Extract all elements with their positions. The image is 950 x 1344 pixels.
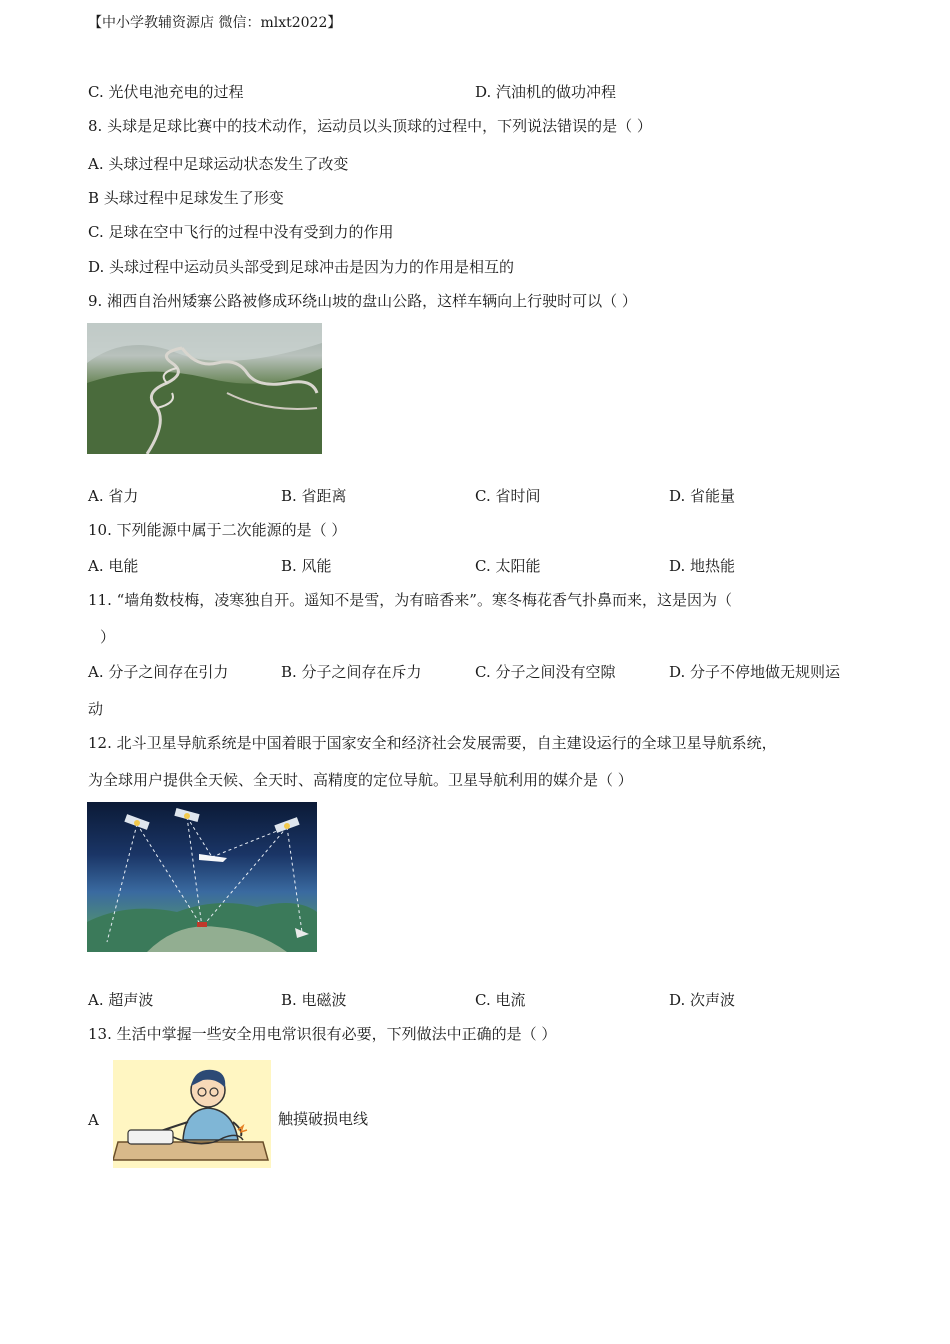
q8-option-d: D. 头球过程中运动员头部受到足球冲击是因为力的作用是相互的 <box>88 258 515 276</box>
q10-option-a: A. 电能 <box>88 557 139 575</box>
q12-option-a: A. 超声波 <box>88 991 154 1009</box>
touching-damaged-wire-cartoon <box>113 1060 271 1168</box>
q10-option-d: D. 地热能 <box>669 557 736 575</box>
watermark-header: 【中小学教辅资源店 微信：mlxt2022】 <box>88 15 342 31</box>
q11-option-d-continued: 动 <box>88 700 104 718</box>
q12-option-d: D. 次声波 <box>669 991 736 1009</box>
q10-option-c: C. 太阳能 <box>475 557 541 575</box>
cartoon-illustration <box>113 1060 271 1168</box>
satellite-navigation-image <box>87 802 317 952</box>
q11-option-d: D. 分子不停地做无规则运 <box>669 663 841 681</box>
q9-stem: 9. 湘西自治州矮寨公路被修成环绕山坡的盘山公路，这样车辆向上行驶时可以（ ） <box>88 292 637 310</box>
q11-stem-line2: ） <box>100 628 116 646</box>
q9-option-d: D. 省能量 <box>669 487 736 505</box>
q8-option-b: B 头球过程中足球发生了形变 <box>88 189 284 207</box>
q8-option-c: C. 足球在空中飞行的过程中没有受到力的作用 <box>88 223 394 241</box>
q12-stem-line1: 12. 北斗卫星导航系统是中国着眼于国家安全和经济社会发展需要，自主建设运行的全球卫星导航系统， <box>88 734 777 752</box>
mountain-road-illustration <box>87 323 322 454</box>
q9-option-b: B. 省距离 <box>281 487 347 505</box>
q11-option-c: C. 分子之间没有空隙 <box>475 663 616 681</box>
q11-option-b: B. 分子之间存在斥力 <box>281 663 422 681</box>
q8-option-a: A. 头球过程中足球运动状态发生了改变 <box>88 155 349 173</box>
q13-option-a-text: 触摸破损电线 <box>278 1110 369 1128</box>
q12-option-c: C. 电流 <box>475 991 526 1009</box>
q8-stem: 8. 头球是足球比赛中的技术动作，运动员以头顶球的过程中，下列说法错误的是（ ） <box>88 117 652 135</box>
q12-option-b: B. 电磁波 <box>281 991 347 1009</box>
mountain-road-photo <box>87 323 322 454</box>
q9-option-c: C. 省时间 <box>475 487 541 505</box>
q10-stem: 10. 下列能源中属于二次能源的是（ ） <box>88 521 347 539</box>
q13-option-a-letter: A <box>88 1111 99 1129</box>
q11-option-a: A. 分子之间存在引力 <box>88 663 229 681</box>
q10-option-b: B. 风能 <box>281 557 332 575</box>
q9-option-a: A. 省力 <box>88 487 139 505</box>
q12-stem-line2: 为全球用户提供全天候、全天时、高精度的定位导航。卫星导航利用的媒介是（ ） <box>88 771 633 789</box>
q13-stem: 13. 生活中掌握一些安全用电常识很有必要，下列做法中正确的是（ ） <box>88 1025 557 1043</box>
satellite-illustration <box>87 802 317 952</box>
q7-option-c: C. 光伏电池充电的过程 <box>88 83 244 101</box>
q7-option-d: D. 汽油机的做功冲程 <box>475 83 617 101</box>
q11-stem-line1: 11. “墙角数枝梅，凌寒独自开。遥知不是雪，为有暗香来”。寒冬梅花香气扑鼻而来，这是因为（ <box>88 591 732 609</box>
